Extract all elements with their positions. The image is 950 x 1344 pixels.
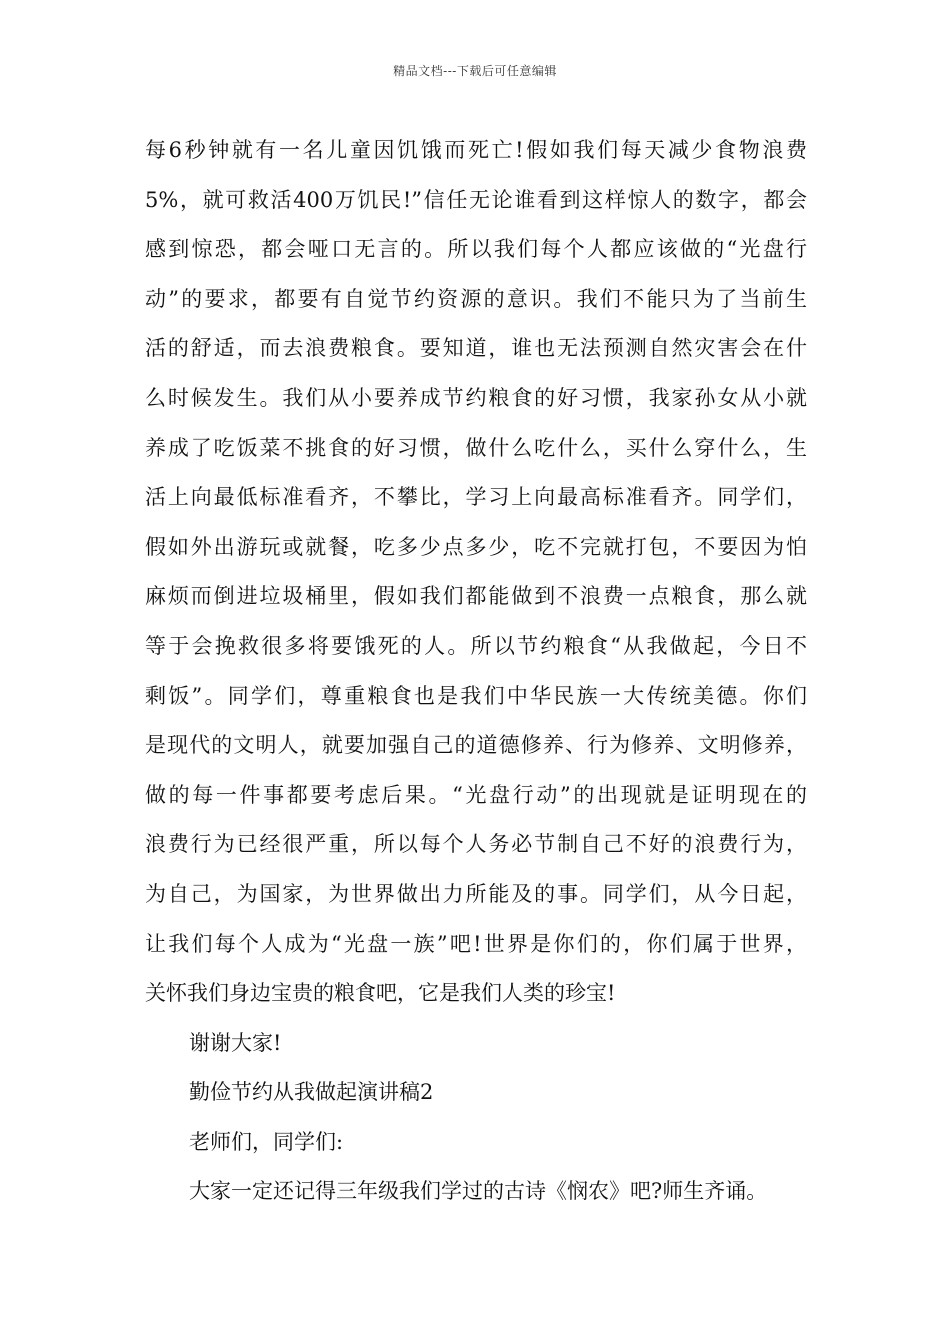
- page-header: 精品文档---下载后可任意编辑: [393, 64, 557, 78]
- greeting-line: 老师们，同学们:: [189, 1129, 344, 1154]
- paragraph-line: 为自己，为国家，为世界做出力所能及的事。同学们，从今日起，: [145, 881, 807, 906]
- opening-line: 大家一定还记得三年级我们学过的古诗《悯农》吧?师生齐诵。: [189, 1179, 768, 1204]
- paragraph-line: 剩饭”。同学们，尊重粮食也是我们中华民族一大传统美德。你们: [145, 683, 807, 708]
- paragraph-line: 动”的要求，都要有自觉节约资源的意识。我们不能只为了当前生: [145, 286, 807, 311]
- paragraph-line: 做的每一件事都要考虑后果。“光盘行动”的出现就是证明现在的: [145, 782, 807, 807]
- section-title: 勤俭节约从我做起演讲稿2: [189, 1080, 434, 1105]
- paragraph-line: 感到惊恐，都会哑口无言的。所以我们每个人都应该做的“光盘行: [145, 237, 807, 262]
- paragraph-line: 活上向最低标准看齐，不攀比，学习上向最高标准看齐。同学们，: [145, 485, 807, 510]
- paragraph-line: 浪费行为已经很严重，所以每个人务必节制自己不好的浪费行为，: [145, 832, 807, 857]
- paragraph-last-line: 关怀我们身边宝贵的粮食吧，它是我们人类的珍宝!: [145, 981, 616, 1006]
- paragraph-line: 5%，就可救活400万饥民!”信任无论谁看到这样惊人的数字，都会: [145, 187, 807, 212]
- paragraph-line: 假如外出游玩或就餐，吃多少点多少，吃不完就打包，不要因为怕: [145, 534, 807, 559]
- paragraph-line: 么时候发生。我们从小要养成节约粮食的好习惯，我家孙女从小就: [145, 385, 807, 410]
- paragraph-line: 麻烦而倒进垃圾桶里，假如我们都能做到不浪费一点粮食，那么就: [145, 584, 807, 609]
- paragraph-line: 等于会挽救很多将要饿死的人。所以节约粮食“从我做起，今日不: [145, 633, 807, 658]
- paragraph-line: 是现代的文明人，就要加强自己的道德修养、行为修养、文明修养，: [145, 733, 807, 758]
- thanks-line: 谢谢大家!: [189, 1030, 282, 1055]
- paragraph-line: 养成了吃饭菜不挑食的好习惯，做什么吃什么，买什么穿什么，生: [145, 435, 807, 460]
- paragraph-line: 每6秒钟就有一名儿童因饥饿而死亡!假如我们每天减少食物浪费: [145, 138, 807, 162]
- paragraph-line: 让我们每个人成为“光盘一族”吧!世界是你们的，你们属于世界，: [145, 931, 807, 956]
- document-body: [145, 126, 807, 1217]
- paragraph-line: 活的舒适，而去浪费粮食。要知道，谁也无法预测自然灾害会在什: [145, 336, 807, 361]
